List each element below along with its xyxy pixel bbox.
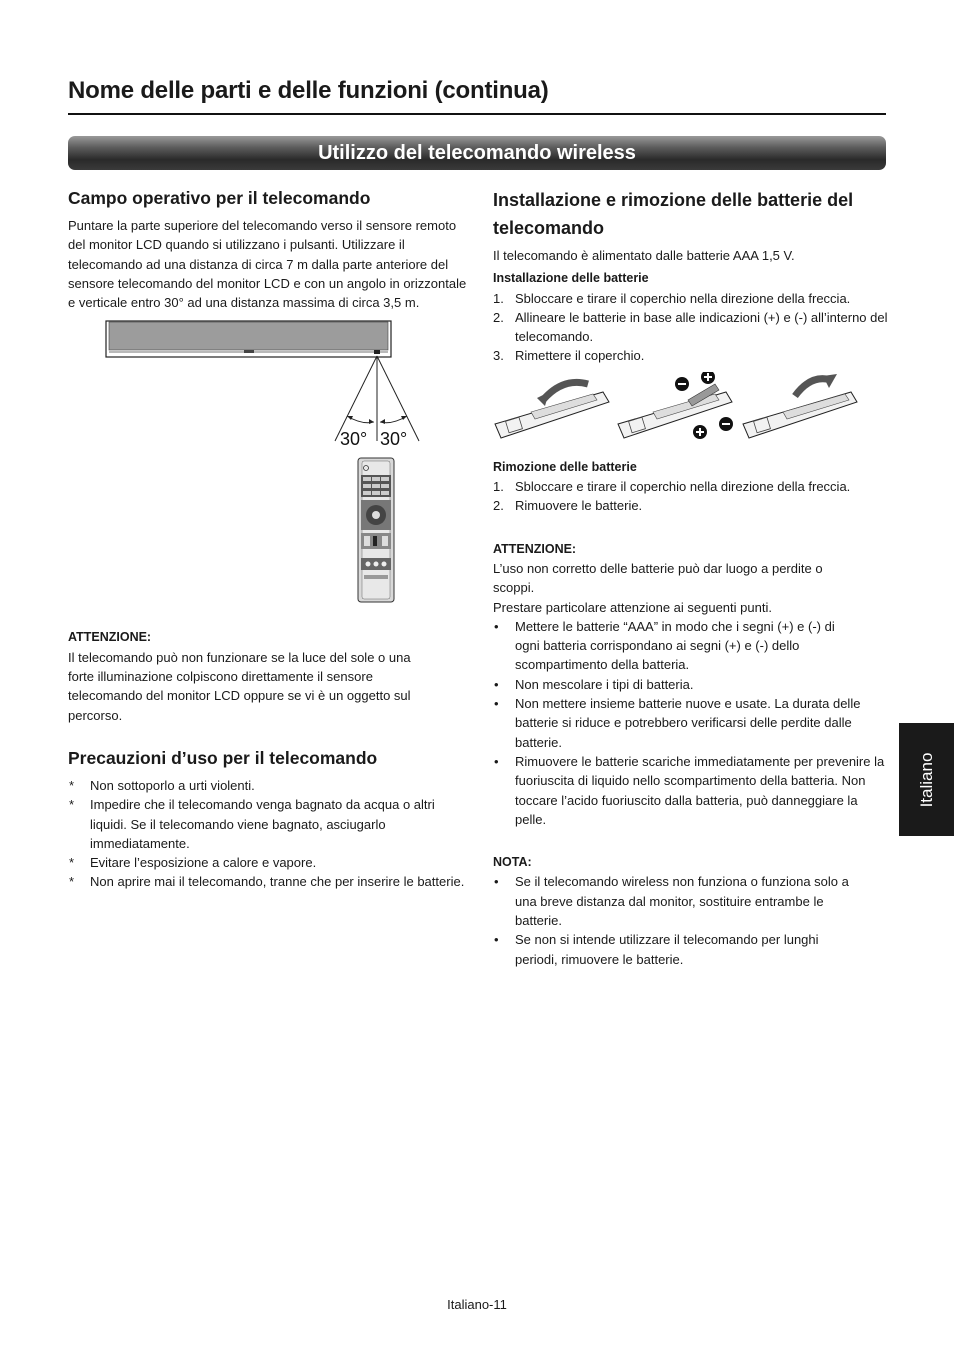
remote-range-diagram [68, 318, 468, 618]
range-paragraph: Puntare la parte superiore del telecomando verso il sensore remoto del monitor LCD quando si utilizzano i pulsanti. Utilizzare il telecomando ad una distanza di circa 7 m dalla parte anteriore del sensore telecomando del monitor LCD e con un angolo in orizzontale e verticale entro 30° ad una distanza massima di circa 3,5 m. [68, 218, 467, 311]
range-caution-label: ATTENZIONE: [68, 630, 152, 645]
remote-open-cover [495, 382, 609, 438]
battery-caution-text-1: L’uso non corretto delle batterie può dar luogo a perdite o scoppi. [493, 560, 823, 596]
list-item: * Non aprire mai il telecomando, tranne che per inserire le batterie. [69, 874, 465, 890]
remote-insert-batteries [618, 372, 733, 439]
list-item: • Se il telecomando wireless non funziona o funziona solo a una breve distanza dal monitor, sostituire entrambe le batterie. [494, 874, 849, 929]
precautions-list [68, 776, 468, 892]
range-caution-text: Il telecomando può non funzionare se la luce del sole o una forte illuminazione colpiscono direttamente il sensore telecomando del monitor LCD oppure se vi è un oggetto sul percorso. [68, 649, 411, 723]
remote-illustration [358, 458, 394, 602]
battery-diagram [493, 372, 888, 454]
removal-steps [493, 477, 888, 516]
arrow-icon [795, 378, 831, 395]
list-item: • Mettere le batterie “AAA” in modo che i segni (+) e (-) di ogni batteria corrispondano ai segni (+) e (-) dello scompartimento della batteria. [494, 618, 835, 673]
list-item: • Se non si intende utilizzare il telecomando per lunghi periodi, rimuovere le batterie. [494, 932, 819, 967]
install-steps [493, 289, 888, 366]
language-tab-label: Italiano [916, 752, 936, 807]
page-title: Nome delle parti e delle funzioni (continua) [68, 77, 549, 104]
list-item: • Non mettere insieme batterie nuove e usate. La durata delle batterie si riduce e potrebbero verificarsi delle perdite dalle batterie. [494, 696, 861, 750]
list-item: 1. Sbloccare e tirare il coperchio nella direzione della freccia. [493, 290, 851, 306]
remote-close-cover [743, 374, 857, 438]
list-item: * Non sottoporlo a urti violenti. [69, 777, 255, 793]
section-banner: Utilizzo del telecomando wireless [68, 136, 886, 170]
left-column [68, 186, 468, 892]
page-number: Italiano-11 [447, 1297, 507, 1312]
list-item: • Non mescolare i tipi di batteria. [494, 676, 694, 692]
note-list [493, 872, 888, 968]
removal-label: Rimozione delle batterie [493, 459, 637, 474]
angle-right-label: 30° [380, 429, 408, 450]
list-item: • Rimuovere le batterie scariche immediatamente per prevenire la fuoriuscita di liquido nello scompartimento della batteria. Non toccare l’acido fuoriuscito dalla batteria, può danneggiare la pelle. [494, 753, 885, 827]
battery-caution-text-2: Prestare particolare attenzione ai seguenti punti. [493, 599, 772, 615]
range-heading: Campo operativo per il telecomando [68, 188, 371, 208]
title-rule [68, 113, 886, 115]
list-item: 3. Rimettere il coperchio. [493, 348, 645, 364]
list-item: 2. Rimuovere le batterie. [493, 498, 643, 514]
right-column [493, 186, 888, 969]
language-tab [899, 723, 954, 836]
battery-caution-label: ATTENZIONE: [493, 541, 577, 556]
list-item: 1. Sbloccare e tirare il coperchio nella direzione della freccia. [493, 479, 851, 495]
precautions-heading: Precauzioni d’uso per il telecomando [68, 747, 378, 768]
battery-heading: Installazione e rimozione delle batterie del telecomando [493, 190, 854, 238]
install-label: Installazione delle batterie [493, 271, 649, 286]
list-item: * Impedire che il telecomando venga bagnato da acqua o altri liquidi. Se il telecomando viene bagnato, asciugarlo immediatamente. [69, 797, 435, 851]
list-item: * Evitare l’esposizione a calore e vapore. [69, 855, 317, 871]
angle-left-label: 30° [340, 429, 368, 450]
list-item: 2. Allineare le batterie in base alle indicazioni (+) e (-) all’interno del telecomando. [493, 309, 888, 345]
battery-intro: Il telecomando è alimentato dalle batterie AAA 1,5 V. [493, 248, 795, 263]
caution-list [493, 617, 888, 829]
note-label: NOTA: [493, 855, 532, 870]
